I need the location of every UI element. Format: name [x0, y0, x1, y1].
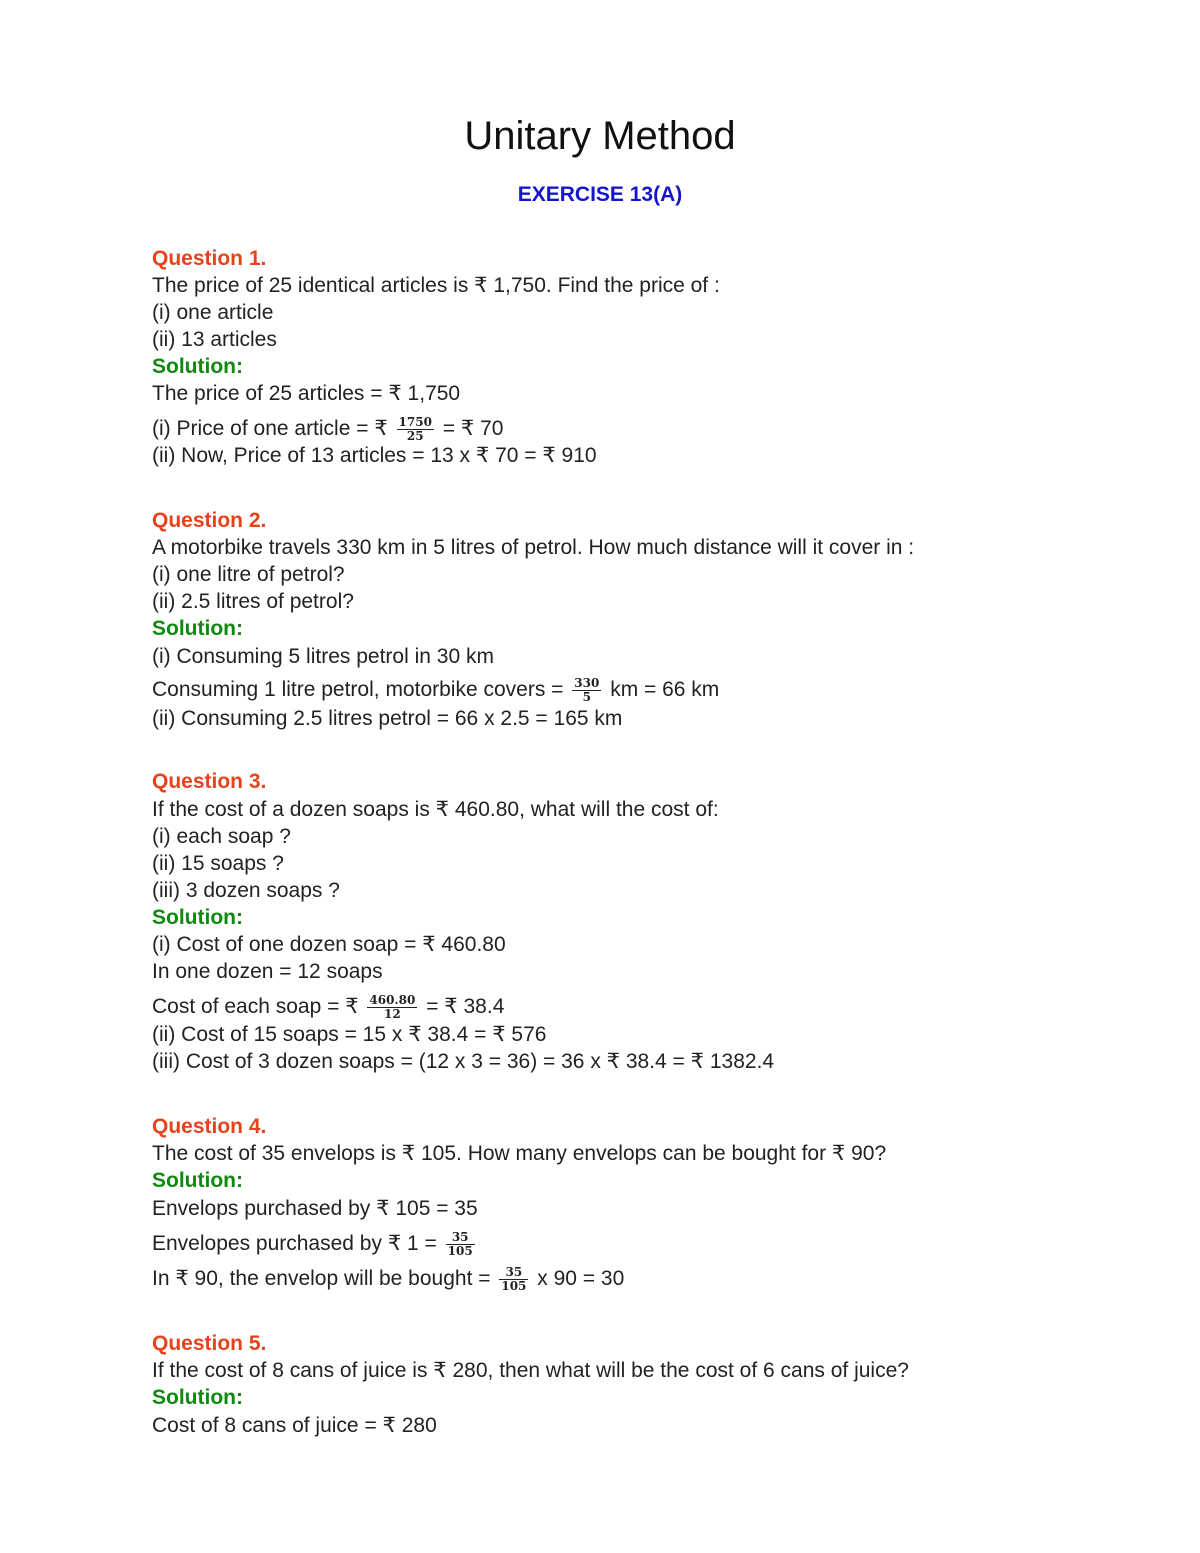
- solution-4-line-3: [152, 1266, 624, 1293]
- question-4-heading: Question 4.: [152, 1115, 267, 1138]
- question-1-text: The price of 25 identical articles is ₹ 1,750. Find the price of :: [152, 274, 720, 297]
- solution-4-heading: Solution:: [152, 1169, 243, 1192]
- solution-2-line-3: (ii) Consuming 2.5 litres petrol = 66 x 2.5 = 165 km: [152, 707, 623, 730]
- question-3-heading: Question 3.: [152, 770, 267, 793]
- question-4-text: The cost of 35 envelops is ₹ 105. How many envelops can be bought for ₹ 90?: [152, 1142, 887, 1165]
- question-5-text: If the cost of 8 cans of juice is ₹ 280, then what will be the cost of 6 cans of juice?: [152, 1359, 909, 1382]
- question-1-heading: Question 1.: [152, 247, 267, 270]
- fraction-denominator: 105: [501, 1279, 527, 1293]
- fraction-denominator: 105: [447, 1244, 473, 1258]
- fraction-denominator: 25: [397, 429, 434, 443]
- question-3-part-1: (i) each soap ?: [152, 825, 291, 848]
- solution-3-line-1: (i) Cost of one dozen soap = ₹ 460.80: [152, 933, 506, 956]
- solution-4-line-2: [152, 1231, 478, 1258]
- solution-3-line-4: (ii) Cost of 15 soaps = 15 x ₹ 38.4 = ₹ 576: [152, 1023, 547, 1046]
- solution-1-line-2-pre: (i) Price of one article = ₹: [152, 417, 388, 441]
- fraction-numerator: 330: [574, 676, 600, 690]
- solution-3-line-5: (iii) Cost of 3 dozen soaps = (12 x 3 = 36) = 36 x ₹ 38.4 = ₹ 1382.4: [152, 1050, 775, 1073]
- question-5-heading: Question 5.: [152, 1332, 267, 1355]
- exercise-heading: EXERCISE 13(A): [517, 183, 683, 206]
- fraction-denominator: 12: [367, 1007, 417, 1021]
- solution-2-line-2-pre: Consuming 1 litre petrol, motorbike covers =: [152, 678, 564, 702]
- question-3-part-2: (ii) 15 soaps ?: [152, 852, 284, 875]
- fraction: [397, 416, 434, 443]
- fraction: [572, 677, 601, 704]
- solution-3-line-2: In one dozen = 12 soaps: [152, 960, 383, 983]
- page-title: Unitary Method: [464, 114, 736, 158]
- fraction-numerator: 35: [451, 1230, 469, 1244]
- solution-2-line-2: [152, 677, 719, 704]
- solution-1-line-2: [152, 416, 503, 443]
- solution-5-line-1: Cost of 8 cans of juice = ₹ 280: [152, 1414, 437, 1437]
- question-2-heading: Question 2.: [152, 509, 267, 532]
- solution-3-heading: Solution:: [152, 906, 243, 929]
- solution-1-line-1: The price of 25 articles = ₹ 1,750: [152, 382, 461, 405]
- question-2-part-1: (i) one litre of petrol?: [152, 563, 345, 586]
- solution-2-line-1: (i) Consuming 5 litres petrol in 30 km: [152, 645, 494, 668]
- fraction: [367, 994, 417, 1021]
- solution-2-line-2-post: km = 66 km: [610, 678, 720, 702]
- fraction-numerator: 35: [505, 1265, 523, 1279]
- fraction: [499, 1266, 528, 1293]
- question-2-text: A motorbike travels 330 km in 5 litres of petrol. How much distance will it cover in :: [152, 536, 915, 559]
- fraction-denominator: 5: [572, 690, 601, 704]
- solution-3-line-3: [152, 994, 504, 1021]
- fraction-numerator: 460.80: [369, 993, 416, 1007]
- question-1-part-1: (i) one article: [152, 301, 274, 324]
- question-3-part-3: (iii) 3 dozen soaps ?: [152, 879, 340, 902]
- solution-1-line-2-post: = ₹ 70: [442, 417, 504, 441]
- solution-5-heading: Solution:: [152, 1386, 243, 1409]
- solution-3-line-3-post: = ₹ 38.4: [426, 995, 505, 1019]
- solution-3-line-3-pre: Cost of each soap = ₹: [152, 995, 359, 1019]
- fraction: [446, 1231, 475, 1258]
- solution-4-line-3-post: x 90 = 30: [537, 1267, 625, 1291]
- fraction-numerator: 1750: [398, 415, 432, 429]
- solution-4-line-1: Envelops purchased by ₹ 105 = 35: [152, 1197, 478, 1220]
- solution-2-heading: Solution:: [152, 617, 243, 640]
- question-2-part-2: (ii) 2.5 litres of petrol?: [152, 590, 354, 613]
- solution-1-line-3: (ii) Now, Price of 13 articles = 13 x ₹ 70 = ₹ 910: [152, 444, 597, 467]
- solution-4-line-3-pre: In ₹ 90, the envelop will be bought =: [152, 1267, 491, 1291]
- solution-1-heading: Solution:: [152, 355, 243, 378]
- question-3-text: If the cost of a dozen soaps is ₹ 460.80, what will the cost of:: [152, 798, 719, 821]
- solution-4-line-2-pre: Envelopes purchased by ₹ 1 =: [152, 1232, 437, 1256]
- question-1-part-2: (ii) 13 articles: [152, 328, 277, 351]
